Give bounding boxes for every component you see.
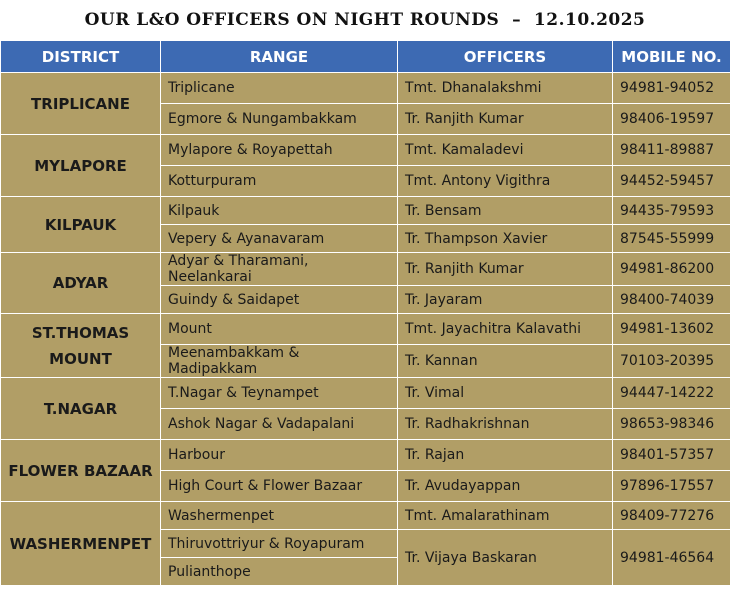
mobile-cell: 94981-46564 [613,530,730,586]
officer-cell: Tr. Ranjith Kumar [398,253,613,286]
header-range: RANGE [161,41,398,73]
officer-cell: Tr. Bensam [398,197,613,225]
range-cell: Harbour [161,440,398,471]
officer-cell: Tr. Thampson Xavier [398,225,613,253]
table-row [1,502,730,530]
officer-cell: Tmt. Antony Vigithra [398,166,613,197]
table-row [1,253,730,286]
table-row [1,197,730,225]
mobile-cell: 98653-98346 [613,409,730,440]
mobile-cell: 87545-55999 [613,225,730,253]
officer-cell: Tr. Radhakrishnan [398,409,613,440]
mobile-cell: 94452-59457 [613,166,730,197]
mobile-cell: 94981-94052 [613,73,730,104]
table-row [1,135,730,166]
district-cell: KILPAUK [1,197,161,253]
mobile-cell: 94447-14222 [613,378,730,409]
officers-table [0,40,730,586]
officer-cell: Tr. Kannan [398,345,613,378]
mobile-cell: 97896-17557 [613,471,730,502]
district-cell: FLOWER BAZAAR [1,440,161,502]
officer-cell: Tmt. Jayachitra Kalavathi [398,314,613,345]
range-cell: Triplicane [161,73,398,104]
district-cell: ST.THOMAS MOUNT [1,314,161,378]
range-cell: Ashok Nagar & Vadapalani [161,409,398,440]
mobile-cell: 98401-57357 [613,440,730,471]
range-cell: T.Nagar & Teynampet [161,378,398,409]
table-row [1,378,730,409]
mobile-cell: 70103-20395 [613,345,730,378]
range-cell: Kotturpuram [161,166,398,197]
mobile-cell: 98409-77276 [613,502,730,530]
district-cell: MYLAPORE [1,135,161,197]
range-cell: High Court & Flower Bazaar [161,471,398,502]
officer-cell: Tmt. Amalarathinam [398,502,613,530]
officer-cell: Tr. Ranjith Kumar [398,104,613,135]
mobile-cell: 98400-74039 [613,286,730,314]
header-officers: OFFICERS [398,41,613,73]
officer-cell: Tmt. Kamaladevi [398,135,613,166]
range-cell: Pulianthope [161,558,398,586]
officer-cell: Tr. Vijaya Baskaran [398,530,613,586]
officer-cell: Tr. Avudayappan [398,471,613,502]
mobile-cell: 98406-19597 [613,104,730,135]
range-cell: Egmore & Nungambakkam [161,104,398,135]
officer-cell: Tmt. Dhanalakshmi [398,73,613,104]
district-cell: ADYAR [1,253,161,314]
range-cell: Washermenpet [161,502,398,530]
range-cell: Mount [161,314,398,345]
mobile-cell: 94435-79593 [613,197,730,225]
range-cell: Vepery & Ayanavaram [161,225,398,253]
table-row [1,73,730,104]
mobile-cell: 98411-89887 [613,135,730,166]
range-cell: Mylapore & Royapettah [161,135,398,166]
header-district: DISTRICT [1,41,161,73]
district-cell: TRIPLICANE [1,73,161,135]
range-cell: Guindy & Saidapet [161,286,398,314]
officer-cell: Tr. Rajan [398,440,613,471]
officer-cell: Tr. Vimal [398,378,613,409]
table-row [1,314,730,345]
mobile-cell: 94981-86200 [613,253,730,286]
range-cell: Meenambakkam & Madipakkam [161,345,398,378]
mobile-cell: 94981-13602 [613,314,730,345]
district-cell: WASHERMENPET [1,502,161,586]
range-cell: Adyar & Tharamani, Neelankarai [161,253,398,286]
header-mobile: MOBILE NO. [613,41,730,73]
table-header-row [1,41,730,73]
table-row [1,440,730,471]
officer-cell: Tr. Jayaram [398,286,613,314]
range-cell: Thiruvottriyur & Royapuram [161,530,398,558]
district-cell: T.NAGAR [1,378,161,440]
range-cell: Kilpauk [161,197,398,225]
page-title: OUR L&O OFFICERS ON NIGHT ROUNDS – 12.10.2025 [0,0,730,40]
